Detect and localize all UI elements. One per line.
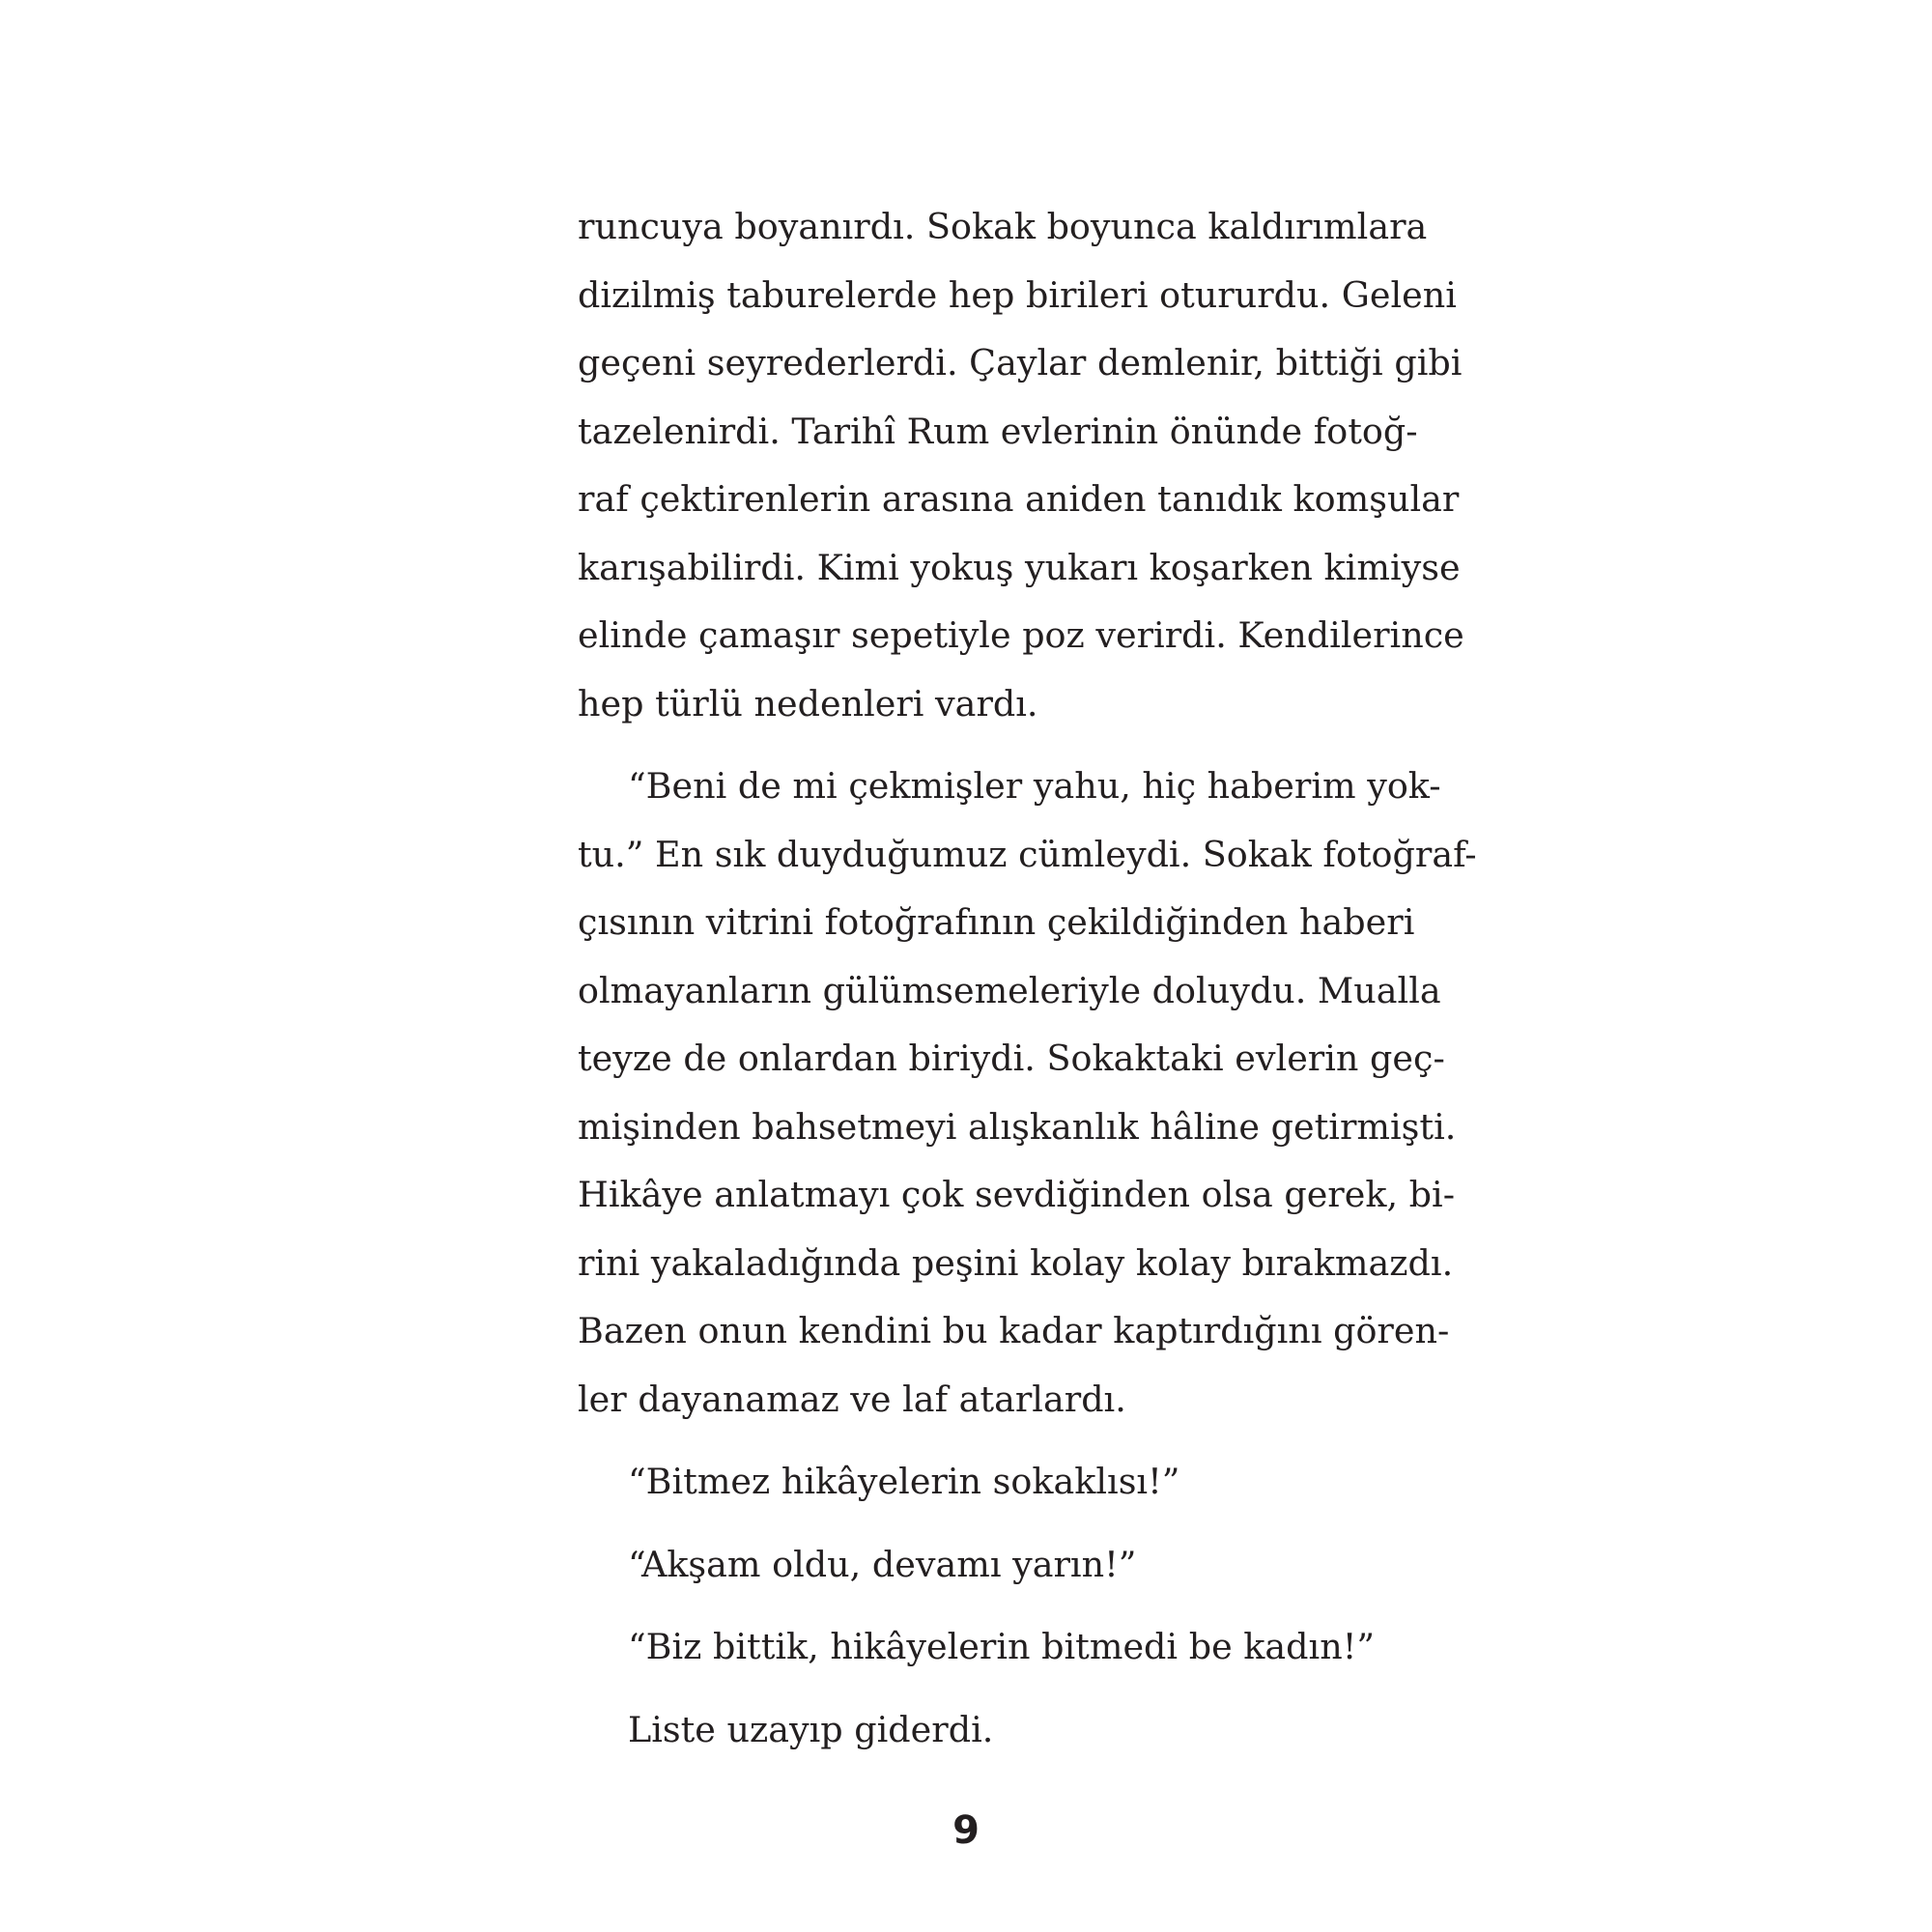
closing-line: Liste uzayıp giderdi. bbox=[628, 1708, 994, 1750]
text-line: Bazen onun kendini bu kadar kaptırdığını gören- bbox=[578, 1310, 1450, 1351]
dialogue-line: “Akşam oldu, devamı yarın!” bbox=[628, 1543, 1137, 1585]
body-text bbox=[578, 193, 1477, 1764]
text-line: geçeni seyrederlerdi. Çaylar demlenir, bittiği gibi bbox=[578, 342, 1463, 384]
text-line: runcuya boyanırdı. Sokak boyunca kaldırımlara bbox=[578, 206, 1428, 247]
text-line: tu.” En sık duyduğumuz cümleydi. Sokak fotoğraf- bbox=[578, 833, 1477, 875]
text-line: hep türlü nedenleri vardı. bbox=[578, 682, 1038, 724]
text-line: karışabilirdi. Kimi yokuş yukarı koşarken kimiyse bbox=[578, 546, 1461, 588]
text-line: tazelenirdi. Tarihî Rum evlerinin önünde fotoğ- bbox=[578, 410, 1418, 452]
text-line: çısının vitrini fotoğrafının çekildiğinden haberi bbox=[578, 901, 1415, 943]
text-line: mişinden bahsetmeyi alışkanlık hâline getirmişti. bbox=[578, 1105, 1457, 1148]
text-line: “Beni de mi çekmişler yahu, hiç haberim yok- bbox=[628, 765, 1441, 807]
paragraph-2 bbox=[578, 753, 1477, 1434]
text-line: raf çektirenlerin arasına aniden tanıdık komşular bbox=[578, 478, 1460, 520]
paragraph-1 bbox=[578, 193, 1464, 738]
page-number: 9 bbox=[952, 1808, 980, 1853]
text-line: olmayanların gülümsemeleriyle doluydu. Mualla bbox=[578, 969, 1441, 1011]
text-line: dizilmiş taburelerde hep birileri otururdu. Geleni bbox=[578, 273, 1457, 316]
dialogue-line: “Biz bittik, hikâyelerin bitmedi be kadın!” bbox=[628, 1626, 1376, 1667]
text-line: rini yakaladığında peşini kolay kolay bırakmazdı. bbox=[578, 1241, 1454, 1284]
text-line: ler dayanamaz ve laf atarlardı. bbox=[578, 1378, 1126, 1420]
text-line: Hikâye anlatmayı çok sevdiğinden olsa gerek, bi- bbox=[578, 1174, 1456, 1215]
text-line: elinde çamaşır sepetiyle poz verirdi. Kendilerince bbox=[578, 614, 1464, 656]
text-line: teyze de onlardan biriydi. Sokaktaki evlerin geç- bbox=[578, 1037, 1445, 1079]
dialogue-line: “Bitmez hikâyelerin sokaklısı!” bbox=[628, 1461, 1180, 1502]
